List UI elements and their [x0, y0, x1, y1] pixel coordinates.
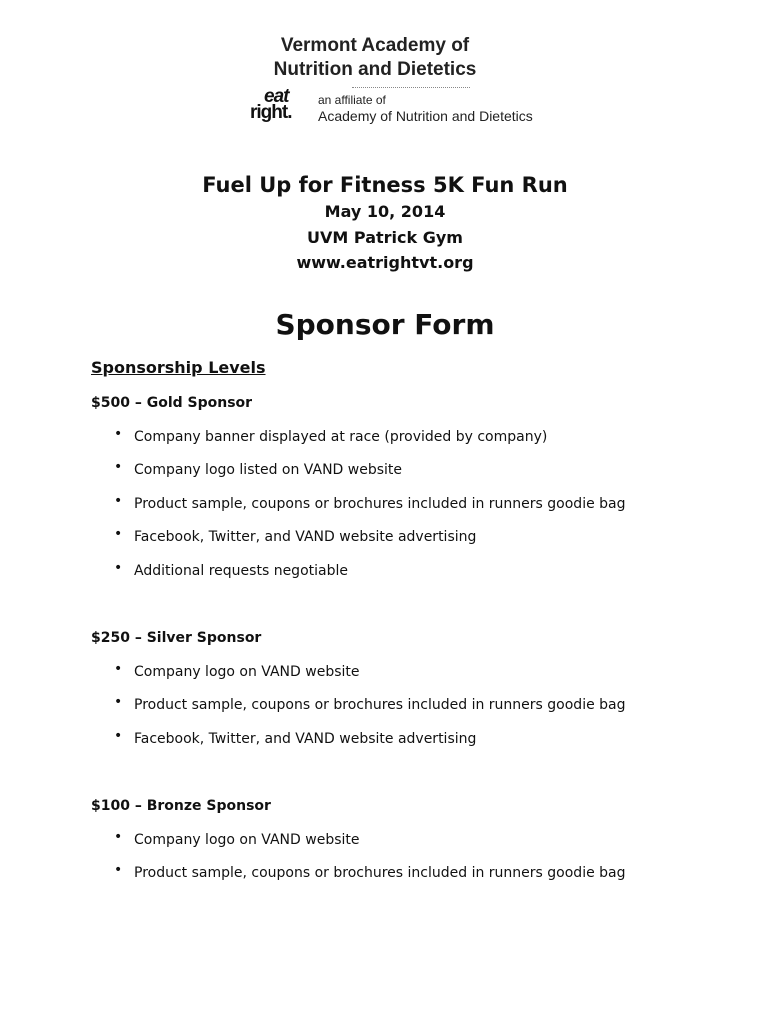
event-title: Fuel Up for Fitness 5K Fun Run: [202, 173, 568, 197]
org-name-line1: Vermont Academy of: [280, 35, 470, 56]
logo-right-text: right.: [250, 102, 292, 123]
organization-name: [200, 34, 550, 82]
event-website: www.eatrightvt.org: [296, 253, 474, 272]
bullet-icon: •: [114, 493, 123, 509]
form-title: Sponsor Form: [275, 308, 495, 341]
bullet-icon: •: [114, 426, 123, 442]
event-venue: UVM Patrick Gym: [307, 228, 463, 247]
bullet-icon: •: [114, 526, 123, 542]
bullet-icon: •: [114, 829, 123, 845]
affiliate-text: [318, 93, 533, 125]
eat-right-logo: [250, 88, 306, 126]
bullet-icon: •: [114, 459, 123, 475]
bullet-icon: •: [114, 661, 123, 677]
logo-divider: [352, 87, 470, 88]
sponsorship-levels-heading: Sponsorship Levels: [91, 358, 266, 377]
bullet-icon: •: [114, 862, 123, 878]
org-name-line2: Nutrition and Dietetics: [273, 59, 477, 80]
event-date: May 10, 2014: [324, 202, 446, 221]
bullet-icon: •: [114, 728, 123, 744]
logo-eat-text: eat: [264, 86, 289, 107]
tier-heading-gold: $500 – Gold Sponsor: [91, 395, 253, 411]
bullet-icon: •: [114, 694, 123, 710]
affiliate-line2: Academy of Nutrition and Dietetics: [318, 108, 533, 124]
bullet-icon: •: [114, 560, 123, 576]
tier-heading-bronze: $100 – Bronze Sponsor: [91, 798, 271, 814]
affiliate-line1: an affiliate of: [318, 93, 386, 107]
tier-heading-silver: $250 – Silver Sponsor: [91, 630, 262, 646]
